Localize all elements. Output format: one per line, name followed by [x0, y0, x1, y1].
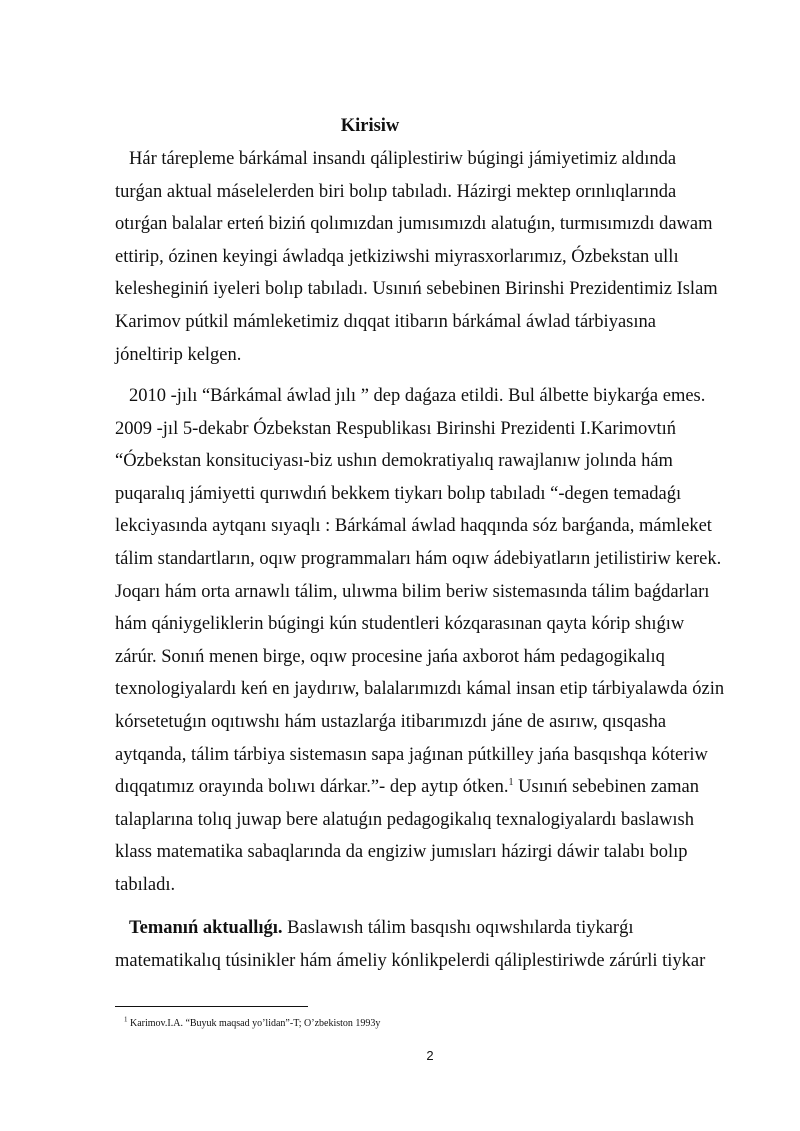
- paragraph-history: [115, 380, 725, 902]
- paragraph-intro: [115, 143, 725, 371]
- footnote-reference[interactable]: 1: [508, 776, 514, 788]
- paragraph-intro-text: Hár tárepleme bárkámal insandı qáliplestiriw búgingi jámiyetimiz aldında turǵan aktual máselelerden biri bolıp tabıladı. Házirgi mektep orınlıqlarında otırǵan balalar erteń biziń qolımızdan jumısımızdı alatuǵın, turmısımızdı dawam ettirip, ózinen keyingi áwladqa jetkiziwshi miyrasxorlarımız, Ózbekstan ullı kelesheginiń iyeleri bolıp tabıladı. Usınıń sebebinen Birinshi Prezidentimiz Islam Karimov pútkil mámleketimiz dıqqat itibarın bárkámal áwlad tárbiyasına jóneltirip kelgen.: [115, 149, 718, 365]
- footnote: [124, 1017, 380, 1031]
- relevance-heading: Temanıń aktuallıǵı.: [129, 918, 283, 938]
- footnote-mark: 1: [124, 1015, 128, 1024]
- paragraph-relevance-text: Baslawısh tálim basqıshı oqıwshılarda tiykarǵı matematikalıq túsinikler hám ámeliy kónlikpelerdi qáliplestiriwde zárúrli tiykar: [115, 918, 706, 971]
- paragraph-history-text: 2010 -jılı “Bárkámal áwlad jılı ” dep daǵaza etildi. Bul álbette biykarǵa emes. 2009 -jıl 5-dekabr Ózbekstan Respublikası Birinshi Prezidenti I.Karimovtıń “Ózbekstan konsituciyası-biz ushın demokratiyalıq rawajlanıw jolında hám puqaralıq jámiyetti qurıwdıń bekkem tiykarı bolıp tabıladı “-degen temadaǵı lekciyasında aytqanı sıyaqlı : Bárkámal áwlad haqqında sóz barǵanda, mámleket tálim standartların, oqıw programmaları hám oqıw ádebiyatların jetilistiriw kerek. Joqarı hám orta arnawlı tálim, ulıwma bilim beriw sistemasında tálim baǵdarları hám qániygeliklerin búgingi kún studentleri kózqarasınan qayta kórip shıǵıw zárúr. Sonıń menen birge, oqıw procesine jańa axborot hám pedagogikalıq texnologiyalardı keń en jaydırıw, balalarımızdı kámal insan etip tárbiyalawda ózin kórsetetuǵın oqıtıwshı hám ustazlarǵa itibarımızdı jáne de asırıw, qısqasha aytqanda, tálim tárbiya sistemasın sapa jaǵınan pútkilley jańa basqıshqa kóteriw dıqqatımız orayında bolıwı dárkar.”- dep aytıp ótken.: [115, 386, 725, 798]
- paragraph-history-continuation: Usınıń sebebinen zaman talaplarına tolıq juwap bere alatuǵın pedagogikalıq texnalogiyalardı baslawısh klass matematika sabaqlarında da engiziw jumısları házirgi dáwir talabı bolıp tabıladı.: [115, 777, 699, 895]
- paragraph-relevance: [115, 912, 725, 977]
- section-heading: Kirisiw: [340, 116, 400, 136]
- page-number: 2: [426, 1048, 434, 1063]
- footnote-separator: [115, 1006, 308, 1007]
- footnote-text: Karimov.I.A. “Buyuk maqsad yo’lidan”-T; O’zbekiston 1993y: [127, 1018, 381, 1029]
